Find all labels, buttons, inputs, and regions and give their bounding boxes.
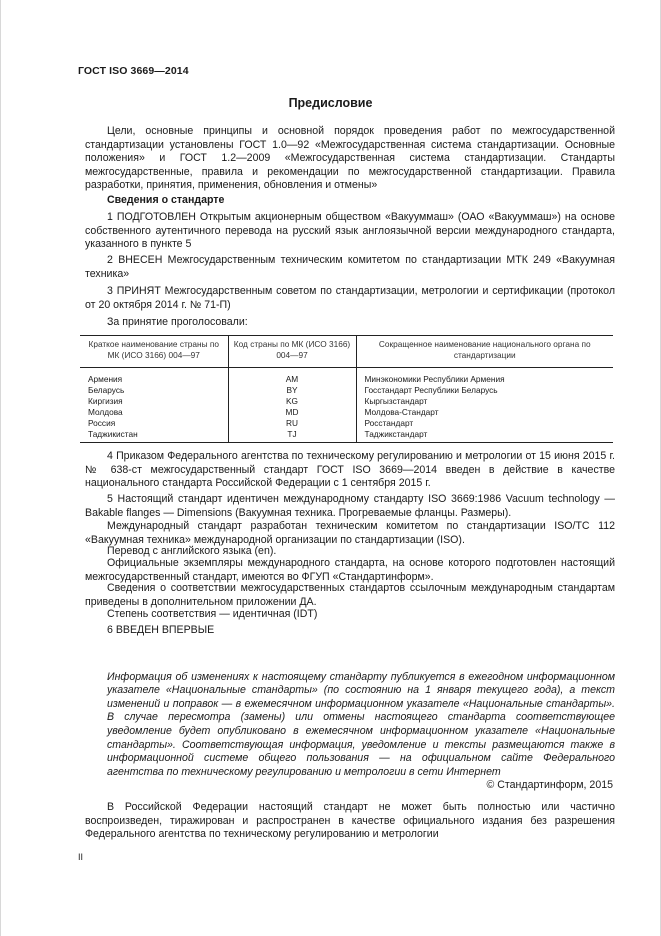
body-cell: Молдова-Стандарт [356, 407, 613, 418]
country-cell: Молдова [88, 407, 123, 417]
table-row [80, 396, 613, 407]
table-header-body: Сокращенное наименование национального органа по стандартизации [356, 336, 613, 368]
table-header-row [80, 336, 613, 368]
country-cell: Россия [88, 418, 116, 428]
code-cell: KG [228, 396, 356, 407]
item-5-conformity: Сведения о соответствии межгосударственных стандартов ссылочным международным стандартам приведены в дополнительном приложении ДА. [85, 582, 615, 608]
code-cell: MD [228, 407, 356, 418]
item-2: 2 ВНЕСЕН Межгосударственным техническим комитетом по стандартизации МТК 249 «Вакуумная техника» [85, 254, 615, 280]
item-5: 5 Настоящий стандарт идентичен международному стандарту ISO 3669:1986 Vacuum technology — Bakable flanges — Dimensions (Вакуумная техника. Прогреваемые фланцы. Размеры). [85, 493, 615, 519]
country-cell: Таджикистан [80, 429, 228, 443]
voting-table [80, 335, 613, 443]
item-1: 1 ПОДГОТОВЛЕН Открытым акционерным обществом «Вакууммаш» (ОАО «Вакууммаш») на основе собственного аутентичного перевода на русский язык англоязычной версии международного стандарта, указанного в пункте 5 [85, 211, 615, 251]
item-5-tc: Международный стандарт разработан техническим комитетом по стандартизации ISO/TC 112 «Вакуумная техника» международной организации по стандартизации (ISO). [85, 520, 615, 546]
table-row [80, 429, 613, 443]
info-heading: Сведения о стандарте [107, 194, 225, 206]
code-cell: BY [228, 385, 356, 396]
code-cell: RU [228, 418, 356, 429]
code-cell: AM [228, 368, 356, 386]
changes-notice: Информация об изменениях к настоящему стандарту публикуется в ежегодном информационном указателе «Национальные стандарты» (по состоянию на 1 января текущего года), а текст изменений и поправок — в ежемесячном информационном указателе «Национальные стандарты». В случае пересмотра (замены) или отмены настоящего стандарта соответствующее уведомление будет опубликовано в ежемесячном информационном указателе «Национальные стандарты». Соответствующая информация, уведомление и тексты размещаются также в информационной системе общего пользования — на официальном сайте Федерального агентства по техническому регулированию и метрологии в сети Интернет [107, 670, 615, 778]
table-row [80, 368, 613, 386]
code-cell: TJ [228, 429, 356, 443]
table-header-country: Краткое наименование страны по МК (ИСО 3166) 004—97 [80, 336, 228, 368]
table-row [80, 385, 613, 396]
item-4: 4 Приказом Федерального агентства по техническому регулированию и метрологии от 15 июня 2015 г. № 638-ст межгосударственный стандарт ГОСТ ISO 3669—2014 введен в действие в качестве национального стандарта Российской Федерации с 1 сентября 2015 г. [85, 450, 615, 490]
body-cell: Росстандарт [356, 418, 613, 429]
country-cell: Армения [88, 374, 123, 384]
page-number: II [78, 852, 84, 862]
body-cell: Госстандарт Республики Беларусь [356, 385, 613, 396]
page-title: Предисловие [288, 96, 373, 110]
table-row [80, 407, 613, 418]
country-cell: Беларусь [88, 385, 125, 395]
item-5-degree: Степень соответствия — идентичная (IDT) [107, 608, 318, 620]
reproduction-restriction: В Российской Федерации настоящий стандарт не может быть полностью или частично воспроизведен, тиражирован и распространен в качестве официального издания без разрешения Федерального агентства по техническому регулированию и метрологии [85, 801, 615, 841]
voted-label: За принятие проголосовали: [107, 316, 248, 328]
item-5-translation: Перевод с английского языка (en). [107, 545, 277, 557]
copyright: © Стандартинформ, 2015 [486, 779, 613, 791]
table-row [80, 418, 613, 429]
body-cell: Таджикстандарт [356, 429, 613, 443]
document-code: ГОСТ ISO 3669—2014 [78, 65, 189, 77]
body-cell: Кыргызстандарт [356, 396, 613, 407]
body-cell: Минэкономики Республики Армения [356, 368, 613, 386]
item-3: 3 ПРИНЯТ Межгосударственным советом по стандартизации, метрологии и сертификации (протокол от 20 октября 2014 г. № 71-П) [85, 285, 615, 311]
intro-paragraph: Цели, основные принципы и основной порядок проведения работ по межгосударственной стандартизации установлены ГОСТ 1.0—92 «Межгосударственная система стандартизации. Основные положения» и ГОСТ 1.2—2009 «Межгосударственная система стандартизации. Стандарты межгосударственные, правила и рекомендации по межгосударственной стандартизации. Правила разработки, принятия, применения, обновления и отмены» [85, 125, 615, 192]
item-6: 6 ВВЕДЕН ВПЕРВЫЕ [107, 624, 215, 636]
country-cell: Киргизия [88, 396, 123, 406]
item-5-copies: Официальные экземпляры международного стандарта, на основе которого подготовлен настоящий межгосударственный стандарт, имеются во ФГУП «Стандартинформ». [85, 557, 615, 583]
table-header-code: Код страны по МК (ИСО 3166) 004—97 [228, 336, 356, 368]
